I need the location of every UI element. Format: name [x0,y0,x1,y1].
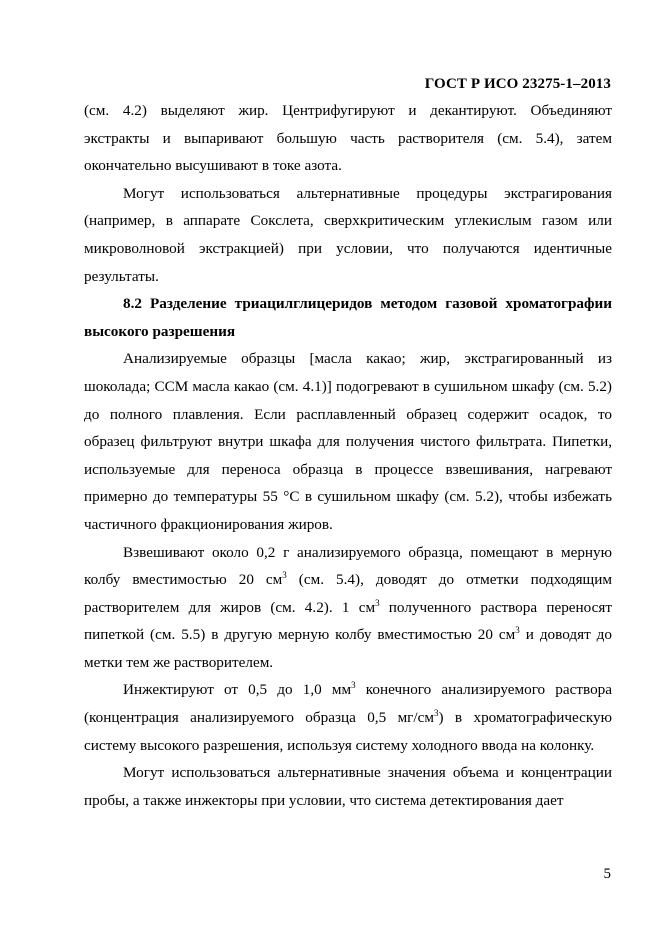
paragraph-sample-preparation: Анализируемые образцы [масла какао; жир, экстрагированный из шоколада; CCM масла какао (см. 4.1)] подогревают в сушильном шкафу (см. 5.2) до полного плавления. Если расплавленный образец содержит осадок, то образец фильтруют внутри шкафа для получения чистого фильтрата. Пипетки, используемые для переноса образца в процессе взвешивания, нагревают примерно до температуры 55 °C в сушильном шкафу (см. 5.2), чтобы избежать частичного фракционирования жиров. [84,350,612,533]
superscript: 3 [375,597,380,608]
injection-text-part-2: конечного анализируемого раствора (концентрация анализируемого образца 0,5 мг/см [84,681,612,727]
page-number: 5 [603,866,611,882]
paragraph-continuation: (см. 4.2) выделяют жир. Центрифугируют и декантируют. Объединяют экстракты и выпаривают большую часть растворителя (см. 5.4), затем окончательно высушивают в токе азота. [84,102,612,175]
weighing-text-part-1: Взвешивают около 0,2 г анализируемого образца, помещают в мерную колбу вместимостью 20 см [84,543,612,589]
document-code-header: ГОСТ Р ИСО 23275-1–2013 [424,76,611,92]
injection-text-part-1: Инжектируют от 0,5 до 1,0 мм [123,681,352,699]
page-body [84,97,612,814]
injection-text-part-3: ) в хроматографическую систему высокого разрешения, используя систему холодного ввода на колонку. [84,709,612,754]
superscript: 3 [282,570,287,581]
paragraph-alternative-extraction: Могут использоваться альтернативные процедуры экстрагирования (например, в аппарате Сокслета, сверхкритическим углекислым газом или микроволновой экстракцией) при условии, что получаются идентичные результаты. [84,184,612,285]
weighing-text-part-3: полученного раствора переносят пипеткой (см. 5.5) в другую мерную колбу вместимостью 20 см [84,598,612,644]
weighing-text-part-2: (см. 5.4), доводят до отметки подходящим растворителем для жиров (см. 4.2). 1 см [84,571,612,616]
weighing-text-part-4: и доводят до метки тем же растворителем. [84,626,612,671]
paragraph-alternative-values: Могут использоваться альтернативные значения объема и концентрации пробы, а также инжекторы при условии, что система детектирования дает [84,764,612,809]
superscript: 3 [351,680,356,691]
superscript: 3 [433,708,439,719]
superscript: 3 [515,625,520,636]
paragraph-weighing [84,539,612,677]
paragraph-injection [84,676,612,759]
section-heading-8-2: 8.2 Разделение триацилглицеридов методом газовой хроматографии высокого разрешения [84,295,612,340]
